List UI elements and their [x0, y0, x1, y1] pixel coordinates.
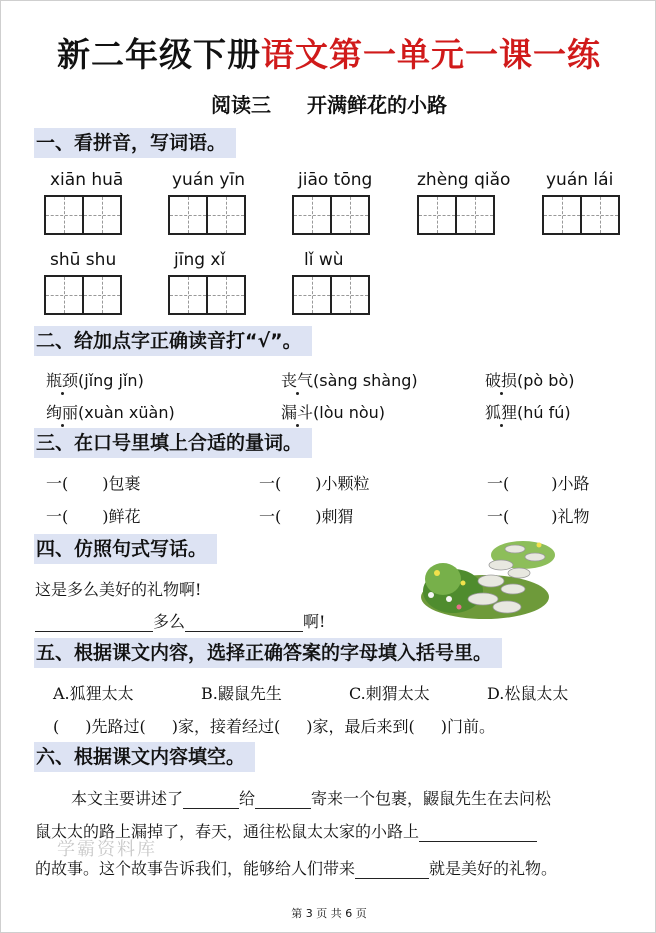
measure-word-item [487, 471, 590, 494]
pinyin-label: jīng xǐ [174, 250, 226, 270]
section-1-heading: 一、看拼音，写词语。 [34, 128, 236, 158]
text-part: 鼠太太的路上漏掉了，春天，通往松鼠太太家的小路上 [35, 822, 420, 841]
measure-noun: )礼物 [551, 507, 590, 526]
bracket-open: 一( [487, 474, 510, 493]
example-sentence [35, 577, 201, 600]
answer-blank[interactable] [255, 789, 311, 809]
option-c: C.刺猬太太 [349, 684, 430, 703]
writing-cell[interactable] [82, 195, 122, 235]
writing-cell[interactable] [292, 275, 332, 315]
pronunciation-options: (sàng shàng) [313, 371, 418, 390]
pinyin-item [168, 249, 244, 315]
measure-word-item [259, 471, 370, 494]
section-2-heading: 二、给加点字正确读音打“√”。 [34, 326, 312, 356]
order-sentence [53, 714, 495, 737]
measure-noun: )小路 [551, 474, 590, 493]
bracket-open: 一( [46, 507, 69, 526]
pinyin-item [292, 249, 368, 315]
lesson-name: 开满鲜花的小路 [307, 93, 447, 117]
pronunciation-options: (jǐng jǐn) [78, 371, 144, 390]
pronunciation-item[interactable] [46, 368, 144, 391]
writing-cell[interactable] [44, 195, 84, 235]
measure-word-item [259, 504, 354, 527]
writing-cell[interactable] [580, 195, 620, 235]
bracket-open: 一( [259, 474, 282, 493]
measure-noun: )包裹 [102, 474, 141, 493]
imitation-sentence [35, 609, 325, 632]
sentence-part: ( [53, 717, 60, 736]
sentence-mid: 多么 [153, 612, 186, 631]
pinyin-label: yuán yīn [172, 170, 245, 190]
lesson-subtitle [1, 89, 656, 118]
dotted-word: 漏斗 [281, 400, 313, 423]
answer-blank[interactable] [355, 859, 429, 879]
option-a: A.狐狸太太 [53, 684, 134, 703]
fill-line-1 [71, 786, 551, 809]
pinyin-item [542, 169, 618, 235]
dotted-word: 破损 [485, 368, 517, 391]
dotted-word: 狐狸 [485, 400, 517, 423]
writing-cell[interactable] [330, 195, 370, 235]
answer-blank[interactable] [35, 612, 153, 632]
answer-blank[interactable] [183, 789, 239, 809]
title-grade: 新二年级下册 [57, 35, 261, 74]
answer-blank[interactable] [185, 612, 303, 632]
pinyin-item [168, 169, 245, 235]
writing-cell[interactable] [455, 195, 495, 235]
measure-word-item [487, 504, 590, 527]
pronunciation-item[interactable] [281, 368, 418, 391]
flower-path-illustration [419, 533, 557, 621]
pronunciation-item[interactable] [46, 400, 175, 423]
text-part: 的故事。这个故事告诉我们，能够给人们带来 [35, 859, 356, 878]
section-5-heading: 五、根据课文内容，选择正确答案的字母填入括号里。 [34, 638, 502, 668]
pinyin-label: shū shu [50, 250, 117, 270]
text-part: 就是美好的礼物。 [429, 859, 558, 878]
text-part: 给 [239, 789, 256, 808]
pinyin-item [417, 169, 510, 235]
lesson-number: 阅读三 [211, 93, 271, 117]
pronunciation-options: (xuàn xüàn) [78, 403, 175, 422]
dotted-word: 绚丽 [46, 400, 78, 423]
pronunciation-item[interactable] [281, 400, 385, 423]
measure-word-item [46, 471, 141, 494]
pronunciation-options: (lòu nòu) [313, 403, 386, 422]
bracket-open: 一( [46, 474, 69, 493]
pinyin-item [44, 249, 120, 315]
pronunciation-item[interactable] [485, 368, 574, 391]
measure-noun: )小颗粒 [315, 474, 370, 493]
sentence-part: )家，接着经过( [171, 717, 281, 736]
pinyin-label: xiān huā [50, 170, 124, 190]
bracket-open: 一( [259, 507, 282, 526]
pinyin-item [44, 169, 123, 235]
text-part: 本文主要讲述了 [71, 789, 184, 808]
pinyin-label: jiāo tōng [298, 170, 373, 190]
section-3-heading: 三、在口号里填上合适的量词。 [34, 428, 312, 458]
page-footer: 第 3 页 共 6 页 [291, 907, 367, 920]
option-b: B.鼹鼠先生 [201, 684, 282, 703]
text-part: 寄来一个包裹，鼹鼠先生在去问松 [311, 789, 552, 808]
writing-cell[interactable] [168, 195, 208, 235]
dotted-word: 丧气 [281, 368, 313, 391]
measure-noun: )刺猬 [315, 507, 354, 526]
measure-noun: )鲜花 [102, 507, 141, 526]
pinyin-item [292, 169, 372, 235]
sentence-end: 啊! [303, 612, 326, 631]
writing-cell[interactable] [44, 275, 84, 315]
writing-cell[interactable] [292, 195, 332, 235]
writing-cell[interactable] [206, 195, 246, 235]
writing-cell[interactable] [168, 275, 208, 315]
page-title [1, 29, 656, 76]
pronunciation-options: (pò bò) [517, 371, 575, 390]
title-unit: 语文第一单元一课一练 [261, 35, 601, 74]
answer-blank[interactable] [419, 822, 537, 842]
option-d: D.松鼠太太 [487, 684, 569, 703]
section-6-heading: 六、根据课文内容填空。 [34, 742, 255, 772]
pronunciation-item[interactable] [485, 400, 571, 423]
pinyin-label: zhèng qiǎo [417, 170, 511, 190]
writing-cell[interactable] [330, 275, 370, 315]
dotted-word: 瓶颈 [46, 368, 78, 391]
writing-cell[interactable] [82, 275, 122, 315]
writing-cell[interactable] [206, 275, 246, 315]
sentence-part: )家，最后来到( [306, 717, 415, 736]
writing-cell[interactable] [417, 195, 457, 235]
pronunciation-options: (hú fú) [517, 403, 571, 422]
section-4-heading: 四、仿照句式写话。 [34, 534, 217, 564]
pinyin-label: lǐ wù [304, 250, 344, 270]
sentence-part: )门前。 [440, 717, 495, 736]
measure-word-item [46, 504, 141, 527]
bracket-open: 一( [487, 507, 510, 526]
writing-cell[interactable] [542, 195, 582, 235]
example-text: 这是多么美好的礼物啊! [35, 580, 202, 599]
sentence-part: )先路过( [85, 717, 146, 736]
watermark: 学霸资料库 [57, 839, 157, 860]
pinyin-label: yuán lái [546, 170, 614, 190]
